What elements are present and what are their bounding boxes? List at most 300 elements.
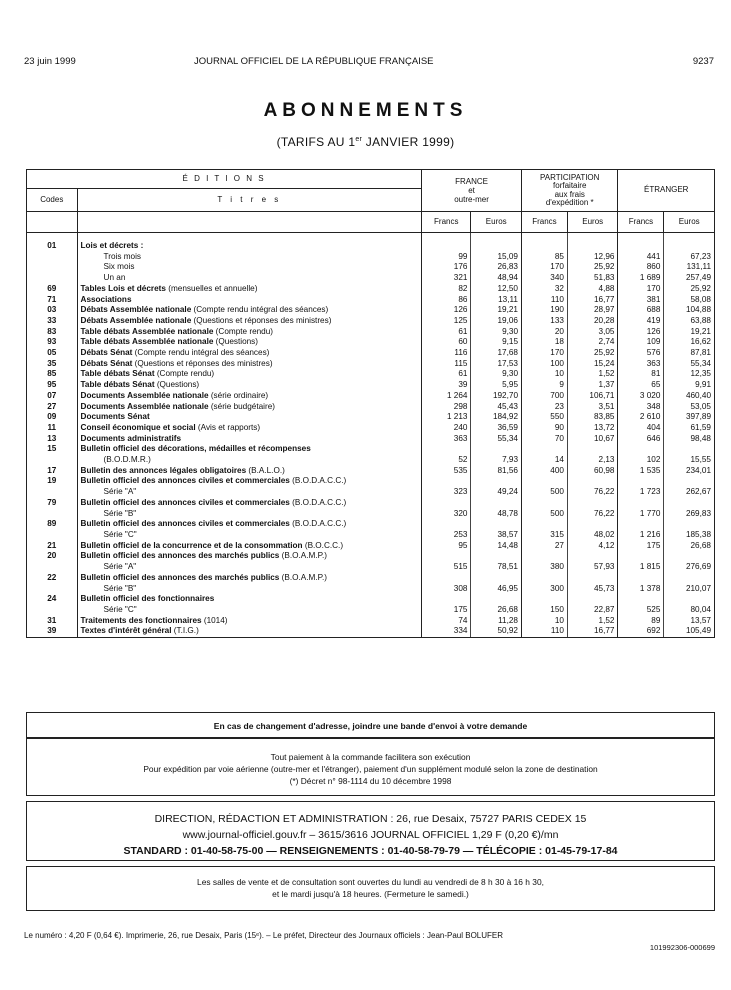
table-row [27,233,715,252]
empty-cell [471,498,522,509]
price-cell: 45,43 [471,402,522,413]
table-row [27,594,715,605]
row-title-main: Bulletin officiel des fonctionnaires [80,594,215,604]
table-row [27,359,715,370]
row-title-rest: (Questions) [213,337,258,347]
table-row [27,284,715,295]
row-title-main: Bulletin officiel des annonces civiles et commerciales [80,497,290,507]
price-cell: 13,72 [567,423,618,434]
table-row [27,626,715,637]
direction-line-2: www.journal-officiel.gouv.fr – 3615/3616 JOURNAL OFFICIEL 1,29 F (0,20 €)/mn [182,829,559,841]
row-title-main: Table débats Sénat [80,380,155,390]
price-cell: 89 [618,616,664,627]
price-cell: 17,53 [471,359,522,370]
imprint-line: Le numéro : 4,20 F (0,64 €). Imprimerie, 26, rue Desaix, Paris (15ᵉ). – Le préfet, Directeur des Journaux officiels : Jean-Paul BOLUFER [24,931,504,940]
price-cell: 2 610 [618,412,664,423]
price-cell: 1 378 [618,584,664,595]
price-cell: 19,06 [471,316,522,327]
subtitle-before: (TARIFS AU 1 [276,135,356,149]
row-code: 24 [27,594,78,605]
price-cell: 106,71 [567,391,618,402]
table-row [27,402,715,413]
price-cell: 67,23 [664,252,715,263]
payment-line-3: (*) Décret n° 98-1114 du 10 décembre 1998 [289,776,452,786]
row-title-main: Textes d'intérêt général [80,626,172,636]
price-cell: 269,83 [664,509,715,520]
price-cell: 300 [522,584,568,595]
row-title-main: Débats Assemblée nationale [80,305,192,315]
row-code [27,262,78,273]
row-code [27,487,78,498]
empty-cell [664,498,715,509]
price-cell: 78,51 [471,562,522,573]
price-cell: 133 [522,316,568,327]
empty-cell [522,519,568,530]
price-cell: 48,02 [567,530,618,541]
row-code: 69 [27,284,78,295]
price-cell: 25,92 [664,284,715,295]
part-francs-header: Francs [522,212,568,233]
price-cell: 65 [618,380,664,391]
price-cell: 105,49 [664,626,715,637]
row-title-main: Traitements des fonctionnaires [80,615,202,625]
price-cell: 38,57 [471,530,522,541]
row-title [77,305,422,316]
price-cell: 340 [522,273,568,284]
price-cell: 51,83 [567,273,618,284]
part-h1: PARTICIPATION [540,172,600,182]
price-cell: 116 [422,348,471,359]
price-cell: 9 [522,380,568,391]
price-cell: 20 [522,327,568,338]
price-cell: 45,73 [567,584,618,595]
empty-cell [567,498,618,509]
table-row [27,295,715,306]
table-row [27,605,715,616]
price-cell: 12,96 [567,252,618,263]
table-row [27,551,715,562]
row-title [77,519,422,530]
empty-cell [522,594,568,605]
price-cell: 500 [522,509,568,520]
empty-cell [471,444,522,455]
row-title-main: Documents Sénat [80,412,150,422]
row-code: 15 [27,444,78,455]
row-title-main: Débats Sénat [80,348,133,358]
row-title-line2: Série "C" [77,530,422,541]
price-cell: 1 264 [422,391,471,402]
row-code: 93 [27,337,78,348]
price-cell: 86 [422,295,471,306]
opening-hours-box [26,866,715,911]
row-code [27,584,78,595]
price-cell: 9,30 [471,369,522,380]
row-title [77,594,422,605]
row-title-line2: Série "A" [77,487,422,498]
table-row [27,530,715,541]
price-cell: 170 [522,262,568,273]
price-cell: 404 [618,423,664,434]
price-cell: 49,24 [471,487,522,498]
price-cell: 9,15 [471,337,522,348]
price-cell: 131,11 [664,262,715,273]
row-code [27,605,78,616]
empty-cell [422,498,471,509]
row-title-main: Bulletin officiel des annonces des marchés publics [80,572,280,582]
price-cell: 9,30 [471,327,522,338]
empty-cell [522,444,568,455]
row-title-rest: (Compte rendu) [213,326,274,336]
price-cell: 4,88 [567,284,618,295]
page-subtitle [0,135,731,149]
price-cell: 16,62 [664,337,715,348]
price-cell: 9,91 [664,380,715,391]
row-code: 03 [27,305,78,316]
price-cell: 52 [422,455,471,466]
price-cell: 320 [422,509,471,520]
table-row [27,616,715,627]
row-title-rest: (Compte rendu intégral des séances) [132,348,270,358]
price-cell: 39 [422,380,471,391]
table-row [27,380,715,391]
price-cell: 46,95 [471,584,522,595]
table-row [27,262,715,273]
price-cell: 102 [618,455,664,466]
price-cell [522,233,568,252]
price-cell: 53,05 [664,402,715,413]
row-code: 79 [27,498,78,509]
empty-cell [567,476,618,487]
price-cell: 126 [618,327,664,338]
row-code: 05 [27,348,78,359]
row-title [77,316,422,327]
direction-box [26,801,715,861]
row-title-line2: Série "A" [77,562,422,573]
row-code: 85 [27,369,78,380]
price-cell: 321 [422,273,471,284]
price-cell: 48,78 [471,509,522,520]
price-cell: 1,37 [567,380,618,391]
france-euros-header: Euros [471,212,522,233]
empty-cell [567,444,618,455]
price-cell: 170 [618,284,664,295]
price-cell: 16,77 [567,626,618,637]
price-cell: 1 815 [618,562,664,573]
price-cell: 61 [422,369,471,380]
row-code [27,562,78,573]
table-row [27,337,715,348]
row-title [77,412,422,423]
row-code: 31 [27,616,78,627]
row-title-rest: (B.O.D.A.C.C.) [289,497,347,507]
page-title: ABONNEMENTS [263,100,468,121]
price-cell: 2,13 [567,455,618,466]
price-cell: 3 020 [618,391,664,402]
empty-cell [567,519,618,530]
row-code: 89 [27,519,78,530]
table-row [27,444,715,455]
price-cell: 860 [618,262,664,273]
price-cell: 381 [618,295,664,306]
empty-cell [422,551,471,562]
empty-cell [522,551,568,562]
price-cell: 81,56 [471,466,522,477]
row-title [77,541,422,552]
row-code: 33 [27,316,78,327]
empty-cell [471,519,522,530]
table-row [27,327,715,338]
table-row [27,573,715,584]
direction-line-1: DIRECTION, RÉDACTION ET ADMINISTRATION : 26, rue Desaix, 75727 PARIS CEDEX 15 [154,813,587,825]
price-cell: 87,81 [664,348,715,359]
row-title [77,233,422,252]
price-cell: 27 [522,541,568,552]
row-title [77,295,422,306]
row-title-rest: (Avis et rapports) [195,422,261,432]
empty-cell [522,498,568,509]
price-cell: 12,50 [471,284,522,295]
price-cell: 104,88 [664,305,715,316]
row-title-main: Débats Sénat [80,358,133,368]
price-cell: 15,09 [471,252,522,263]
price-cell: 3,05 [567,327,618,338]
empty-cell [422,444,471,455]
price-cell: 692 [618,626,664,637]
price-cell [567,233,618,252]
price-cell: 18 [522,337,568,348]
table-row [27,391,715,402]
row-title [77,402,422,413]
price-cell: 61,59 [664,423,715,434]
table-row [27,252,715,263]
header-date: 23 juin 1999 [24,56,76,67]
row-title-main: Débats Assemblée nationale [80,315,192,325]
row-code [27,273,78,284]
row-title-rest: (B.O.A.M.P.) [279,572,327,582]
price-cell: 688 [618,305,664,316]
price-cell: 397,89 [664,412,715,423]
row-code: 95 [27,380,78,391]
row-code [27,455,78,466]
direction-line-3: STANDARD : 01-40-58-75-00 — RENSEIGNEMENTS : 01-40-58-79-79 — TÉLÉCOPIE : 01-45-79-17-84 [123,845,618,857]
row-title [77,498,422,509]
row-title-rest: (B.O.A.M.P.) [279,551,327,561]
table-row [27,305,715,316]
part-h2: forfaitaire [553,181,587,190]
price-cell: 308 [422,584,471,595]
row-title-main: Table débats Assemblée nationale [80,337,214,347]
table-row [27,519,715,530]
price-cell: 55,34 [664,359,715,370]
row-title: Trois mois [77,252,422,263]
price-cell: 210,07 [664,584,715,595]
price-cell: 3,51 [567,402,618,413]
table-row [27,509,715,520]
price-cell: 110 [522,295,568,306]
empty-cell [618,573,664,584]
france-francs-header: Francs [422,212,471,233]
price-cell: 1 770 [618,509,664,520]
row-code: 01 [27,233,78,252]
price-cell: 234,01 [664,466,715,477]
row-title-main: Associations [80,294,132,304]
row-title-line2: (B.O.D.M.R.) [77,455,422,466]
price-cell: 110 [522,626,568,637]
empty-cell [664,519,715,530]
price-cell: 257,49 [664,273,715,284]
table-row [27,584,715,595]
row-title [77,423,422,434]
row-code: 22 [27,573,78,584]
price-cell [618,233,664,252]
table-row [27,455,715,466]
row-title [77,476,422,487]
titres-header: T i t r e s [77,189,422,212]
row-title [77,434,422,445]
empty-cell [618,594,664,605]
etr-francs-header: Francs [618,212,664,233]
price-cell: 1 689 [618,273,664,284]
price-cell: 26,68 [664,541,715,552]
price-cell: 5,95 [471,380,522,391]
price-cell: 253 [422,530,471,541]
price-cell: 170 [522,348,568,359]
row-code [27,509,78,520]
document-reference: 101992306-000699 [649,943,715,952]
subtitle-sup: er [355,136,363,143]
price-cell: 441 [618,252,664,263]
price-cell: 23 [522,402,568,413]
header-journal: JOURNAL OFFICIEL DE LA RÉPUBLIQUE FRANÇAISE [194,56,434,67]
row-title [77,348,422,359]
empty-cell [522,476,568,487]
price-cell: 525 [618,605,664,616]
editions-header: É D I T I O N S [27,170,422,189]
price-cell: 48,94 [471,273,522,284]
row-title-main: Documents administratifs [80,433,182,443]
row-title-main: Tables Lois et décrets [80,283,166,293]
row-title [77,337,422,348]
payment-line-1: Tout paiement à la commande facilitera son exécution [270,752,471,762]
table-row [27,487,715,498]
price-cell: 19,21 [664,327,715,338]
empty-cell [664,444,715,455]
table-row [27,541,715,552]
price-cell: 126 [422,305,471,316]
row-title [77,391,422,402]
row-title-rest: (B.A.L.O.) [246,465,285,475]
row-code: 35 [27,359,78,370]
price-cell: 60,98 [567,466,618,477]
price-cell: 15,55 [664,455,715,466]
row-code: 09 [27,412,78,423]
row-title-rest: (B.O.D.A.C.C.) [289,476,347,486]
empty-cell [618,476,664,487]
price-cell: 10 [522,616,568,627]
france-h1: FRANCE [455,177,488,186]
row-code: 20 [27,551,78,562]
row-title-main: Table débats Assemblée nationale [80,326,214,336]
row-title-rest: (Questions et réponses des ministres) [191,315,332,325]
row-title [77,380,422,391]
price-cell: 150 [522,605,568,616]
price-cell: 13,11 [471,295,522,306]
table-row [27,412,715,423]
price-cell: 76,22 [567,487,618,498]
price-cell: 276,69 [664,562,715,573]
table-row [27,423,715,434]
table-row [27,369,715,380]
price-cell: 58,08 [664,295,715,306]
price-cell: 1,52 [567,369,618,380]
row-title-rest: (Questions et réponses des ministres) [132,358,273,368]
price-cell: 19,21 [471,305,522,316]
price-cell: 14 [522,455,568,466]
price-cell: 535 [422,466,471,477]
price-cell: 185,38 [664,530,715,541]
part-h4: d'expédition * [545,198,594,207]
price-cell: 298 [422,402,471,413]
table-row [27,562,715,573]
price-cell: 1 216 [618,530,664,541]
part-h3: aux frais [554,189,585,199]
empty-cell [567,551,618,562]
row-title-rest: (B.O.C.C.) [302,540,344,550]
empty-cell [664,573,715,584]
price-cell: 175 [422,605,471,616]
empty-cell [664,594,715,605]
row-title [77,626,422,637]
row-title-rest: (1014) [201,615,228,625]
price-cell: 50,92 [471,626,522,637]
price-cell: 76,22 [567,509,618,520]
france-h3: outre-mer [454,195,489,204]
price-cell: 80,04 [664,605,715,616]
row-code: 11 [27,423,78,434]
price-cell: 55,34 [471,434,522,445]
row-title-main: Documents Assemblée nationale [80,401,209,411]
price-cell: 380 [522,562,568,573]
row-title-rest: (T.I.G.) [171,626,199,636]
price-cell: 115 [422,359,471,370]
price-cell: 63,88 [664,316,715,327]
row-code [27,530,78,541]
tariffs-table [26,169,715,638]
row-title-main: Bulletin officiel des annonces civiles et commerciales [80,476,290,486]
empty-cell [618,498,664,509]
empty-cell [567,594,618,605]
price-cell: 323 [422,487,471,498]
row-title-rest: (Compte rendu intégral des séances) [191,305,329,315]
price-cell: 7,93 [471,455,522,466]
price-cell: 82 [422,284,471,295]
hours-line-1: Les salles de vente et de consultation sont ouvertes du lundi au vendredi de 8 h 30 à 16 h 30, [197,877,544,887]
row-title [77,573,422,584]
price-cell: 576 [618,348,664,359]
price-cell: 125 [422,316,471,327]
subtitle-after: JANVIER 1999) [362,135,455,149]
price-cell: 515 [422,562,471,573]
header-page-number: 9237 [692,56,714,67]
price-cell: 109 [618,337,664,348]
price-cell: 315 [522,530,568,541]
row-title [77,444,422,455]
price-cell: 175 [618,541,664,552]
price-cell: 16,77 [567,295,618,306]
price-cell: 262,67 [664,487,715,498]
price-cell: 192,70 [471,391,522,402]
price-cell: 22,87 [567,605,618,616]
